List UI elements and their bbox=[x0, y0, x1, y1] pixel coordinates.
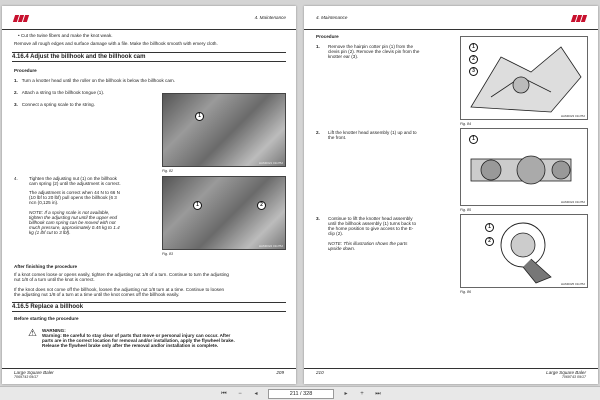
step-4-line-1: Tighten the adjusting nut (1) on the billhook bbox=[29, 176, 117, 181]
procedure-label: Procedure bbox=[14, 68, 37, 73]
note-line-3: billhook cam spring can be moved with not bbox=[29, 220, 116, 225]
step-2-line-2: the front. bbox=[328, 135, 347, 140]
warning-triangle-icon: ⚠ bbox=[28, 328, 37, 339]
figure-code: HAM0024 0117BJ bbox=[560, 200, 585, 204]
note-line-1: NOTE: If a spring scale is not available, bbox=[29, 210, 110, 215]
callout-1: 1 bbox=[469, 43, 478, 52]
callout-1: 1 bbox=[193, 201, 202, 210]
page-header bbox=[304, 14, 598, 30]
footer-code: 7069T43 09/17 bbox=[561, 375, 586, 379]
procedure-label: Procedure bbox=[316, 34, 339, 39]
step-1-line-2: clevis pin (2). Remove the clevis pin from the bbox=[328, 49, 420, 54]
figure-85-drawing bbox=[461, 129, 587, 205]
warning-title: WARNING: bbox=[42, 328, 66, 333]
figure-85-caption: Fig. 85 bbox=[460, 208, 471, 212]
intro-text: Remove all rough edges and surface damage with a file. Make the billhook smooth with emery cloth. bbox=[14, 41, 218, 46]
warning-line-1: Warning: Be careful to stay clear of parts that move or personal injury can occur. After bbox=[42, 333, 231, 338]
last-page-icon[interactable]: ⏭ bbox=[375, 391, 381, 397]
figure-86-caption: Fig. 86 bbox=[460, 290, 471, 294]
after-line-1: If a knot comes loose or opens easily, tighten the adjusting nut 1/8 of a turn. Continue to turn the adjusting bbox=[14, 272, 229, 277]
step-2-num: 2. bbox=[316, 130, 320, 135]
step-2: 2. Attach a string to the billhook tongue (1). bbox=[14, 90, 105, 95]
step-3-note-1: NOTE: This illustration shows the parts bbox=[328, 241, 408, 246]
figure-86 bbox=[460, 214, 588, 288]
prev-page-icon[interactable]: ◂ bbox=[254, 391, 258, 397]
brand-logo bbox=[572, 15, 586, 22]
page-right bbox=[304, 6, 598, 384]
zoom-out-button[interactable]: − bbox=[238, 391, 242, 397]
callout-2: 2 bbox=[257, 201, 266, 210]
figure-85 bbox=[460, 128, 588, 206]
figure-code: HAM0021 0117BJ bbox=[258, 161, 283, 165]
viewer-toolbar bbox=[0, 386, 600, 400]
warning-line-2: parts are in the correct location for removal and/or installation, apply the flywheel brake. bbox=[42, 338, 235, 343]
step-2-line-1: Lift the knotter head assembly (1) up and to bbox=[328, 130, 417, 135]
footer-title: Large Square Baler bbox=[14, 370, 54, 375]
adjust-line-2: (10 lbf to 20 lbf) pull opens the billhook (6 3 bbox=[29, 195, 117, 200]
step-4-line-2: cam spring (2) until the adjustment is correct. bbox=[29, 181, 121, 186]
warning-box bbox=[28, 328, 282, 362]
after-line-2: nut 1/8 of a turn until the knot is correct. bbox=[14, 277, 95, 282]
footer-page-number: 210 bbox=[316, 370, 324, 375]
callout-1: 1 bbox=[485, 223, 494, 232]
step-3-line-2: until the billhook assembly (1) turns back to bbox=[328, 221, 417, 226]
step-1-line-1: Remove the hairpin cotter pin (1) from the bbox=[328, 44, 414, 49]
figure-86-drawing bbox=[461, 215, 587, 287]
brand-logo bbox=[14, 15, 28, 22]
footer-page-number: 209 bbox=[276, 370, 284, 375]
page-indicator-input[interactable]: 211 / 328 bbox=[268, 389, 334, 399]
figure-83 bbox=[162, 176, 286, 250]
callout-1: 1 bbox=[195, 112, 204, 121]
callout-1: 1 bbox=[469, 135, 478, 144]
warning-line-3: Release the flywheel brake only after the removal and/or installation is complete. bbox=[42, 343, 219, 348]
intro-bullet: • Cut the twine fibers and make the knot weak. bbox=[18, 33, 113, 38]
page-footer bbox=[2, 368, 296, 378]
after-line-4: If the knot does not come off the billhook, loosen the adjusting nut 1/8 turn at a time. Continue to loosen bbox=[14, 287, 225, 292]
step-1-line-3: knotter ear (3). bbox=[328, 54, 359, 59]
step-3-num: 3. bbox=[316, 216, 320, 221]
figure-84-caption: Fig. 84 bbox=[460, 122, 471, 126]
first-page-icon[interactable]: ⏮ bbox=[221, 391, 227, 397]
before-label: Before starting the procedure bbox=[14, 316, 79, 321]
step-3-line-1: Continue to lift the knotter head assembly bbox=[328, 216, 413, 221]
zoom-in-button[interactable]: + bbox=[360, 391, 364, 397]
note-line-2: tighten the adjusting nut until the upper end bbox=[29, 215, 118, 220]
figure-84-drawing bbox=[461, 37, 587, 119]
adjust-line-3: ncn (0,125 in). bbox=[29, 200, 59, 205]
page-left bbox=[2, 6, 296, 384]
section-2-title: 4.16.5 Replace a billhook bbox=[12, 302, 286, 312]
callout-2: 2 bbox=[469, 55, 478, 64]
footer-title: Large Square Baler bbox=[546, 370, 586, 375]
callout-2: 2 bbox=[485, 237, 494, 246]
callout-3: 3 bbox=[469, 67, 478, 76]
step-4-num: 4. bbox=[14, 176, 18, 181]
figure-84 bbox=[460, 36, 588, 120]
after-label: After finishing the procedure bbox=[14, 264, 78, 269]
step-1-num: 1. bbox=[316, 44, 320, 49]
note-line-5: kg (1 lbf cut to 3 lbf). bbox=[29, 230, 71, 235]
figure-code: HAM0025 0117BJ bbox=[560, 282, 585, 286]
page-footer bbox=[304, 368, 598, 378]
adjust-line-1: The adjustment is correct when 44 N to 66 N bbox=[29, 190, 120, 195]
step-3-line-3: the home position to give access to the E- bbox=[328, 226, 414, 231]
figure-code: HAM0023 0117BJ bbox=[560, 114, 585, 118]
header-section: 4. Maintenance bbox=[316, 15, 348, 20]
after-line-5: the adjusting nut 1/8 of a turn at a time until the knot comes off the billhook easily. bbox=[14, 292, 180, 297]
figure-82-caption: Fig. 82 bbox=[162, 169, 173, 173]
step-3-note-2: upside down. bbox=[328, 246, 356, 251]
page-header bbox=[2, 14, 296, 30]
header-section: 4. Maintenance bbox=[254, 15, 286, 20]
section-title: 4.16.4 Adjust the billhook and the billhook cam bbox=[12, 52, 286, 62]
note-line-4: much pressure, approximately 0.45 kg to 1.4 bbox=[29, 225, 120, 230]
figure-82 bbox=[162, 93, 286, 167]
step-1: 1. Turn a knotter head until the roller on the billhook is below the billhook cam. bbox=[14, 78, 175, 83]
footer-code: 7069T43 09/17 bbox=[14, 375, 39, 379]
figure-code: HAM0022 0117BJ bbox=[258, 244, 283, 248]
figure-83-caption: Fig. 83 bbox=[162, 252, 173, 256]
step-3-line-4: clip (2). bbox=[328, 231, 344, 236]
next-page-icon[interactable]: ▸ bbox=[344, 391, 348, 397]
step-3: 3. Connect a spring scale to the string. bbox=[14, 102, 95, 107]
